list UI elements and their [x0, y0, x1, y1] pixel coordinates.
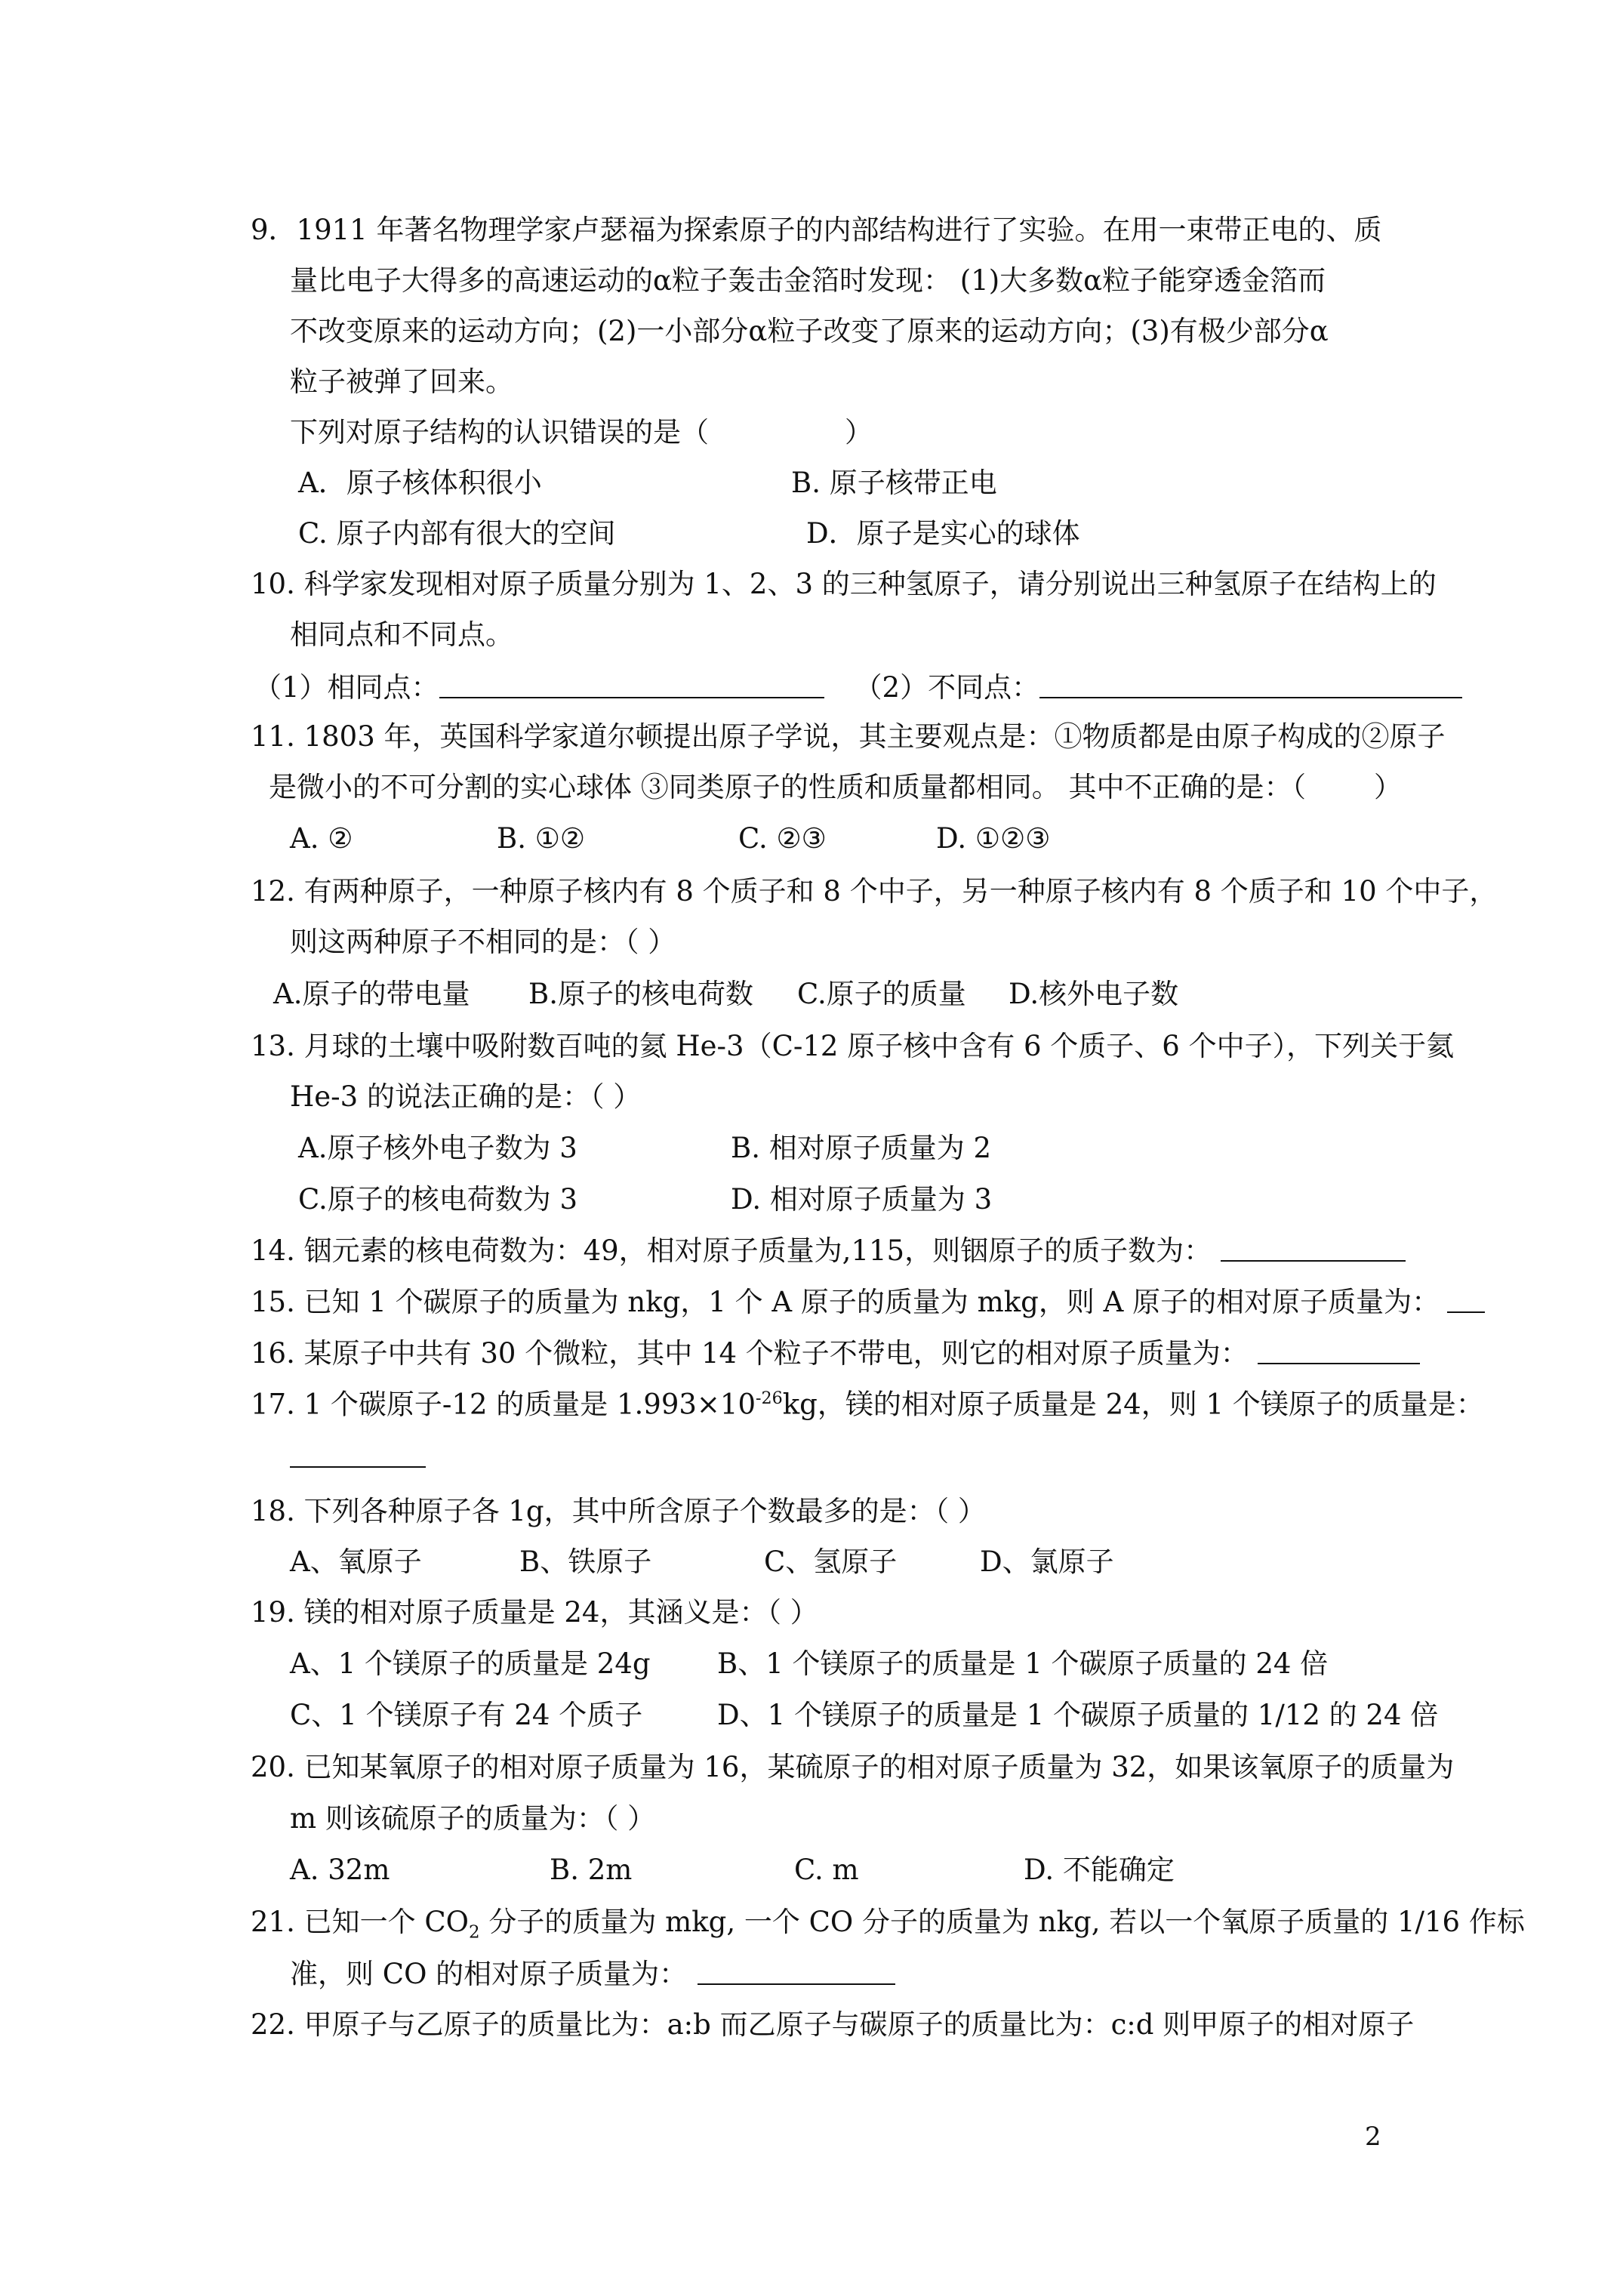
q20-option-c: C. m — [794, 1854, 859, 1886]
q20-option-b: B. 2m — [550, 1854, 633, 1886]
q13-option-b: B. 相对原子质量为 2 — [731, 1132, 992, 1164]
q19-option-a: A、1 个镁原子的质量是 24g — [290, 1647, 651, 1680]
q12-line-2: 则这两种原子不相同的是：（ ） — [290, 926, 676, 958]
q15-text: 15. 已知 1 个碳原子的质量为 nkg，1 个 A 原子的质量为 mkg，则 A 原子的相对原子质量为： — [251, 1286, 1440, 1318]
q15-line — [251, 1287, 1485, 1316]
q18-option-b: B、铁原子 — [519, 1546, 652, 1578]
q21-line-2-text: 准，则 CO 的相对原子质量为： — [290, 1958, 688, 1990]
q9-option-c: C. 原子内部有很大的空间 — [298, 517, 616, 550]
q17-exponent: -26 — [756, 1388, 783, 1408]
q18-line-1: 18. 下列各种原子各 1g，其中所含原子个数最多的是：（ ） — [251, 1495, 986, 1527]
q13-line-2: He-3 的说法正确的是：（ ） — [290, 1080, 642, 1113]
q10-line-2: 相同点和不同点。 — [290, 618, 513, 651]
q14-line — [251, 1236, 1406, 1265]
q16-text: 16. 某原子中共有 30 个微粒，其中 14 个粒子不带电，则它的相对原子质量为： — [251, 1337, 1249, 1370]
q10-line-1: 10. 科学家发现相对原子质量分别为 1、2、3 的三种氢原子，请分别说出三种氢原子在结构上的 — [251, 568, 1437, 600]
q13-option-a: A.原子核外电子数为 3 — [298, 1132, 577, 1164]
q9-line-1: 9．1911 年著名物理学家卢瑟福为探索原子的内部结构进行了实验。在用一束带正电的、质 — [251, 214, 1382, 246]
q10-same-blank[interactable] — [439, 673, 824, 698]
q19-line-1: 19. 镁的相对原子质量是 24，其涵义是：（ ） — [251, 1596, 818, 1629]
q13-line-1: 13. 月球的土壤中吸附数百吨的氦 He-3（C-12 原子核中含有 6 个质子、6 个中子），下列关于氦 — [251, 1030, 1455, 1062]
q17-text-pre: 17. 1 个碳原子-12 的质量是 1.993×10 — [251, 1388, 756, 1421]
q11-line-2-text: 是微小的不可分割的实心球体 ③同类原子的性质和质量都相同。 其中不正确的是：（ — [269, 771, 1307, 803]
q17-answer-blank[interactable] — [290, 1442, 426, 1468]
q19-option-c: C、1 个镁原子有 24 个质子 — [290, 1699, 643, 1731]
q10-diff-blank[interactable] — [1039, 673, 1462, 698]
q16-answer-blank[interactable] — [1258, 1339, 1420, 1364]
q12-option-b: B.原子的核电荷数 — [528, 978, 753, 1010]
q11-option-d: D. ①②③ — [936, 822, 1051, 855]
q11-line-2 — [269, 773, 1402, 801]
q18-option-c: C、氢原子 — [764, 1546, 898, 1578]
q21-text-pre: 21. 已知一个 CO — [251, 1906, 470, 1938]
q9-line-2: 量比电子大得多的高速运动的α粒子轰击金箔时发现： (1)大多数α粒子能穿透金箔而 — [290, 264, 1326, 297]
q9-stem-end: ） — [845, 416, 873, 448]
q17-line — [251, 1388, 1484, 1421]
q20-option-a: A. 32m — [290, 1854, 390, 1886]
q15-answer-blank[interactable] — [1447, 1287, 1485, 1313]
q11-line-2-end: ） — [1374, 771, 1403, 803]
q12-option-d: D.核外电子数 — [1009, 978, 1179, 1010]
q12-option-a: A.原子的带电量 — [273, 978, 470, 1010]
q11-option-b: B. ①② — [497, 822, 586, 855]
q14-text: 14. 铟元素的核电荷数为：49，相对原子质量为,115，则铟原子的质子数为： — [251, 1234, 1212, 1267]
q10-same-label: （1）相同点： — [254, 671, 439, 704]
q21-text-post: 分子的质量为 mkg, 一个 CO 分子的质量为 nkg, 若以一个氧原子质量的 1/16 作标 — [479, 1906, 1525, 1938]
q18-option-d: D、氯原子 — [980, 1546, 1114, 1578]
q11-option-a: A. ② — [290, 822, 353, 855]
q16-line — [251, 1337, 1420, 1370]
q22-line-1: 22. 甲原子与乙原子的质量比为：a:b 而乙原子与碳原子的质量比为：c:d 则甲原子的相对原子 — [251, 2008, 1415, 2041]
q11-line-1: 11. 1803 年，英国科学家道尔顿提出原子学说，其主要观点是：①物质都是由原子构成的②原子 — [251, 720, 1446, 753]
q21-answer-blank[interactable] — [698, 1959, 895, 1985]
q20-line-2: m 则该硫原子的质量为：（ ） — [290, 1802, 656, 1835]
q9-option-d: D．原子是实心的球体 — [806, 517, 1080, 550]
q9-stem — [290, 418, 873, 446]
q19-option-d: D、1 个镁原子的质量是 1 个碳原子质量的 1/12 的 24 倍 — [717, 1699, 1439, 1731]
q11-option-c: C. ②③ — [738, 822, 827, 855]
q12-line-1: 12. 有两种原子，一种原子核内有 8 个质子和 8 个中子，另一种原子核内有 8 个质子和 10 个中子， — [251, 875, 1498, 908]
q9-line-4: 粒子被弹了回来。 — [290, 365, 513, 398]
q14-answer-blank[interactable] — [1221, 1236, 1406, 1262]
q21-subscript: 2 — [469, 1922, 480, 1943]
q20-line-1: 20. 已知某氧原子的相对原子质量为 16，某硫原子的相对原子质量为 32，如果该氧原子的质量为 — [251, 1751, 1455, 1783]
q19-option-b: B、1 个镁原子的质量是 1 个碳原子质量的 24 倍 — [717, 1647, 1329, 1680]
q13-option-c: C.原子的核电荷数为 3 — [298, 1183, 578, 1216]
q21-line-2 — [290, 1959, 895, 1988]
q9-option-b: B. 原子核带正电 — [791, 467, 997, 499]
q18-option-a: A、氧原子 — [290, 1546, 422, 1578]
q9-line-3: 不改变原来的运动方向；(2)一小部分α粒子改变了原来的运动方向；(3)有极少部分α — [290, 315, 1329, 347]
q10-diff-label: （2）不同点： — [854, 671, 1040, 704]
q20-option-d: D. 不能确定 — [1024, 1854, 1175, 1886]
q10-answer-line — [254, 671, 1462, 704]
q17-answer-row — [290, 1442, 426, 1471]
q9-stem-text: 下列对原子结构的认识错误的是（ — [290, 416, 709, 448]
q12-option-c: C.原子的质量 — [797, 978, 966, 1010]
q9-option-a: A．原子核体积很小 — [298, 467, 542, 499]
q17-text-post: kg，镁的相对原子质量是 24，则 1 个镁原子的质量是： — [782, 1388, 1484, 1421]
q21-line-1 — [251, 1908, 1525, 1941]
page-number: 2 — [1365, 2122, 1381, 2152]
q13-option-d: D. 相对原子质量为 3 — [731, 1183, 993, 1216]
